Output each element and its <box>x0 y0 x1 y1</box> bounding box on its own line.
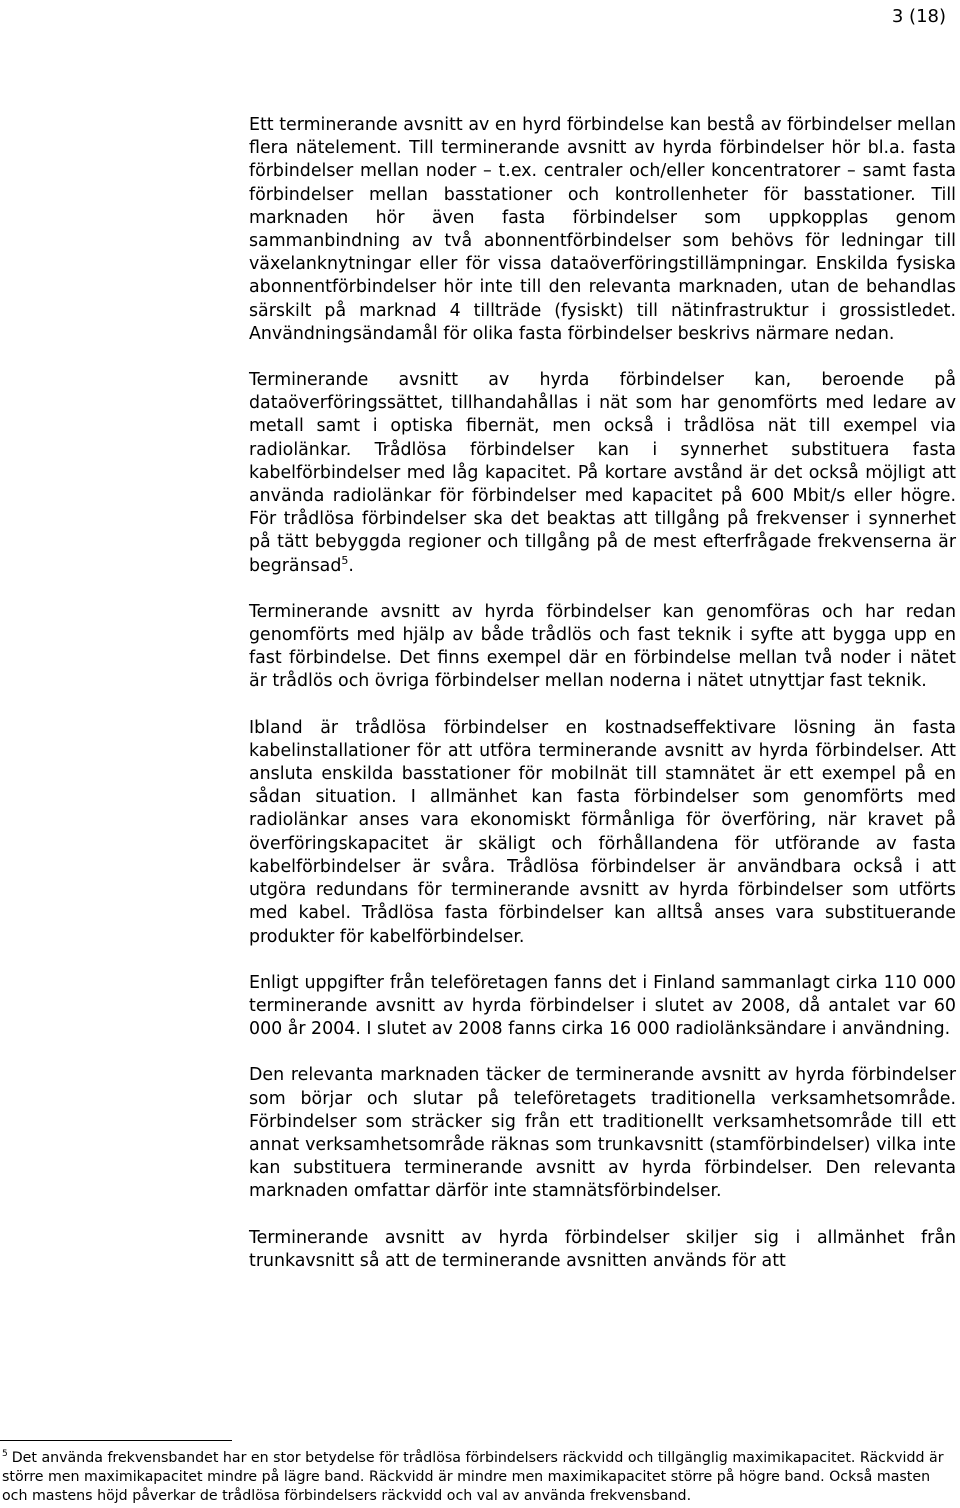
paragraph-7: Terminerande avsnitt av hyrda förbindelser skiljer sig i allmänhet från trunkavsnitt så att de terminerande avsnitten används för att <box>249 1227 956 1271</box>
paragraph-6: Den relevanta marknaden täcker de terminerande avsnitt av hyrda förbindelser som börjar och slutar på teleföretagets traditionella verksamhetsområde. Förbindelser som sträcker sig från ett traditionellt verksamhetsområde till ett annat verksamhetsområde räknas som trunkavsnitt (stamförbindelser) vilka inte kan substituera terminerande avsnitt av hyrda förbindelser. Den relevanta marknaden omfattar därför inte stamnätsförbindelser. <box>249 1065 956 1202</box>
footnote <box>2 1449 958 1506</box>
paragraph-4: Ibland är trådlösa förbindelser en kostnadseffektivare lösning än fasta kabelinstallationer för att utföra terminerande avsnitt av hyrda förbindelser. Att ansluta enskilda basstationer för mobilnät till stamnätet är ett exempel på en sådan situation. I allmänhet kan fasta förbindelser som genomförts med radiolänkar anses vara ekonomiskt förmånliga för överföring, när kravet på överföringskapacitet är skäligt och förhållandena för utförande av fasta kabelförbindelser är svåra. Trådlösa förbindelser är användbara också i att utgöra redundans för terminerande avsnitt av hyrda förbindelser som utförts med kabel. Trådlösa fasta förbindelser kan alltså anses vara substituerande produkter för kabelförbindelser. <box>249 717 956 947</box>
footnote-reference[interactable]: 5 <box>341 553 349 567</box>
page-number: 3 (18) <box>891 6 946 27</box>
paragraph-1: Ett terminerande avsnitt av en hyrd förbindelse kan bestå av förbindelser mellan flera nätelement. Till terminerande avsnitt av hyrda förbindelser hör bl.a. fasta förbindelser mellan noder – t.ex. centraler och/eller koncentratorer – samt fasta förbindelser mellan basstationer och kontrollenheter för basstationer. Till marknaden hör även fasta förbindelser som uppkopplas genom sammanbindning av två abonnentförbindelser som behövs för ledningar till växelanknytningar eller för vissa dataöverföringstillämpningar. Enskilda fysiska abonnentförbindelser hör inte till den relevanta marknaden, utan de behandlas särskilt på marknad 4 tillträde (fysiskt) till nätinfrastruktur i grossistledet. Användningsändamål för olika fasta förbindelser beskrivs närmare nedan. <box>249 115 956 344</box>
paragraph-2-end: . <box>348 555 354 576</box>
footnote-number: 5 <box>2 1449 8 1460</box>
paragraph-2 <box>249 369 956 578</box>
footnote-separator <box>0 1440 232 1441</box>
paragraph-2-text: Terminerande avsnitt av hyrda förbindelser kan, beroende på dataöverföringssättet, tillhandahållas i nät som har genomförts med ledare av metall samt i optiska fibernät, men också i trådlösa nät till exempel via radiolänkar. Trådlösa förbindelser kan i synnerhet substituera fasta kabelförbindelser med låg kapacitet. På kortare avstånd är det också möjligt att använda radiolänkar för förbindelser med kapacitet på 600 Mbit/s eller högre. För trådlösa förbindelser ska det beaktas att tillgång på frekvenser i synnerhet på tätt bebyggda regioner och tillgång på de mest efterfrågade frekvenserna är begränsad <box>249 370 956 576</box>
paragraph-3: Terminerande avsnitt av hyrda förbindelser kan genomföras och har redan genomförts med hjälp av både trådlös och fast teknik i syfte att bygga upp en fast förbindelse. Det finns exempel där en förbindelse mellan två noder i nätet är trådlös och övriga förbindelser mellan noderna i nätet utnyttjar fast teknik. <box>249 601 956 692</box>
body-text <box>249 114 956 1296</box>
footnote-text: Det använda frekvensbandet har en stor betydelse för trådlösa förbindelsers räckvidd och tillgänglig maximikapacitet. Räckvidd är större men maximikapacitet mindre på lägre band. Räckvidd är mindre men maximikapacitet större på högre band. Också masten och mastens höjd påverkar de trådlösa förbindelsers räckvidd och val av använda frekvensband. <box>2 1450 944 1504</box>
paragraph-5: Enligt uppgifter från teleföretagen fanns det i Finland sammanlagt cirka 110 000 terminerande avsnitt av hyrda förbindelser i slutet av 2008, då antalet var 60 000 år 2004. I slutet av 2008 fanns cirka 16 000 radiolänksändare i användning. <box>249 972 956 1040</box>
